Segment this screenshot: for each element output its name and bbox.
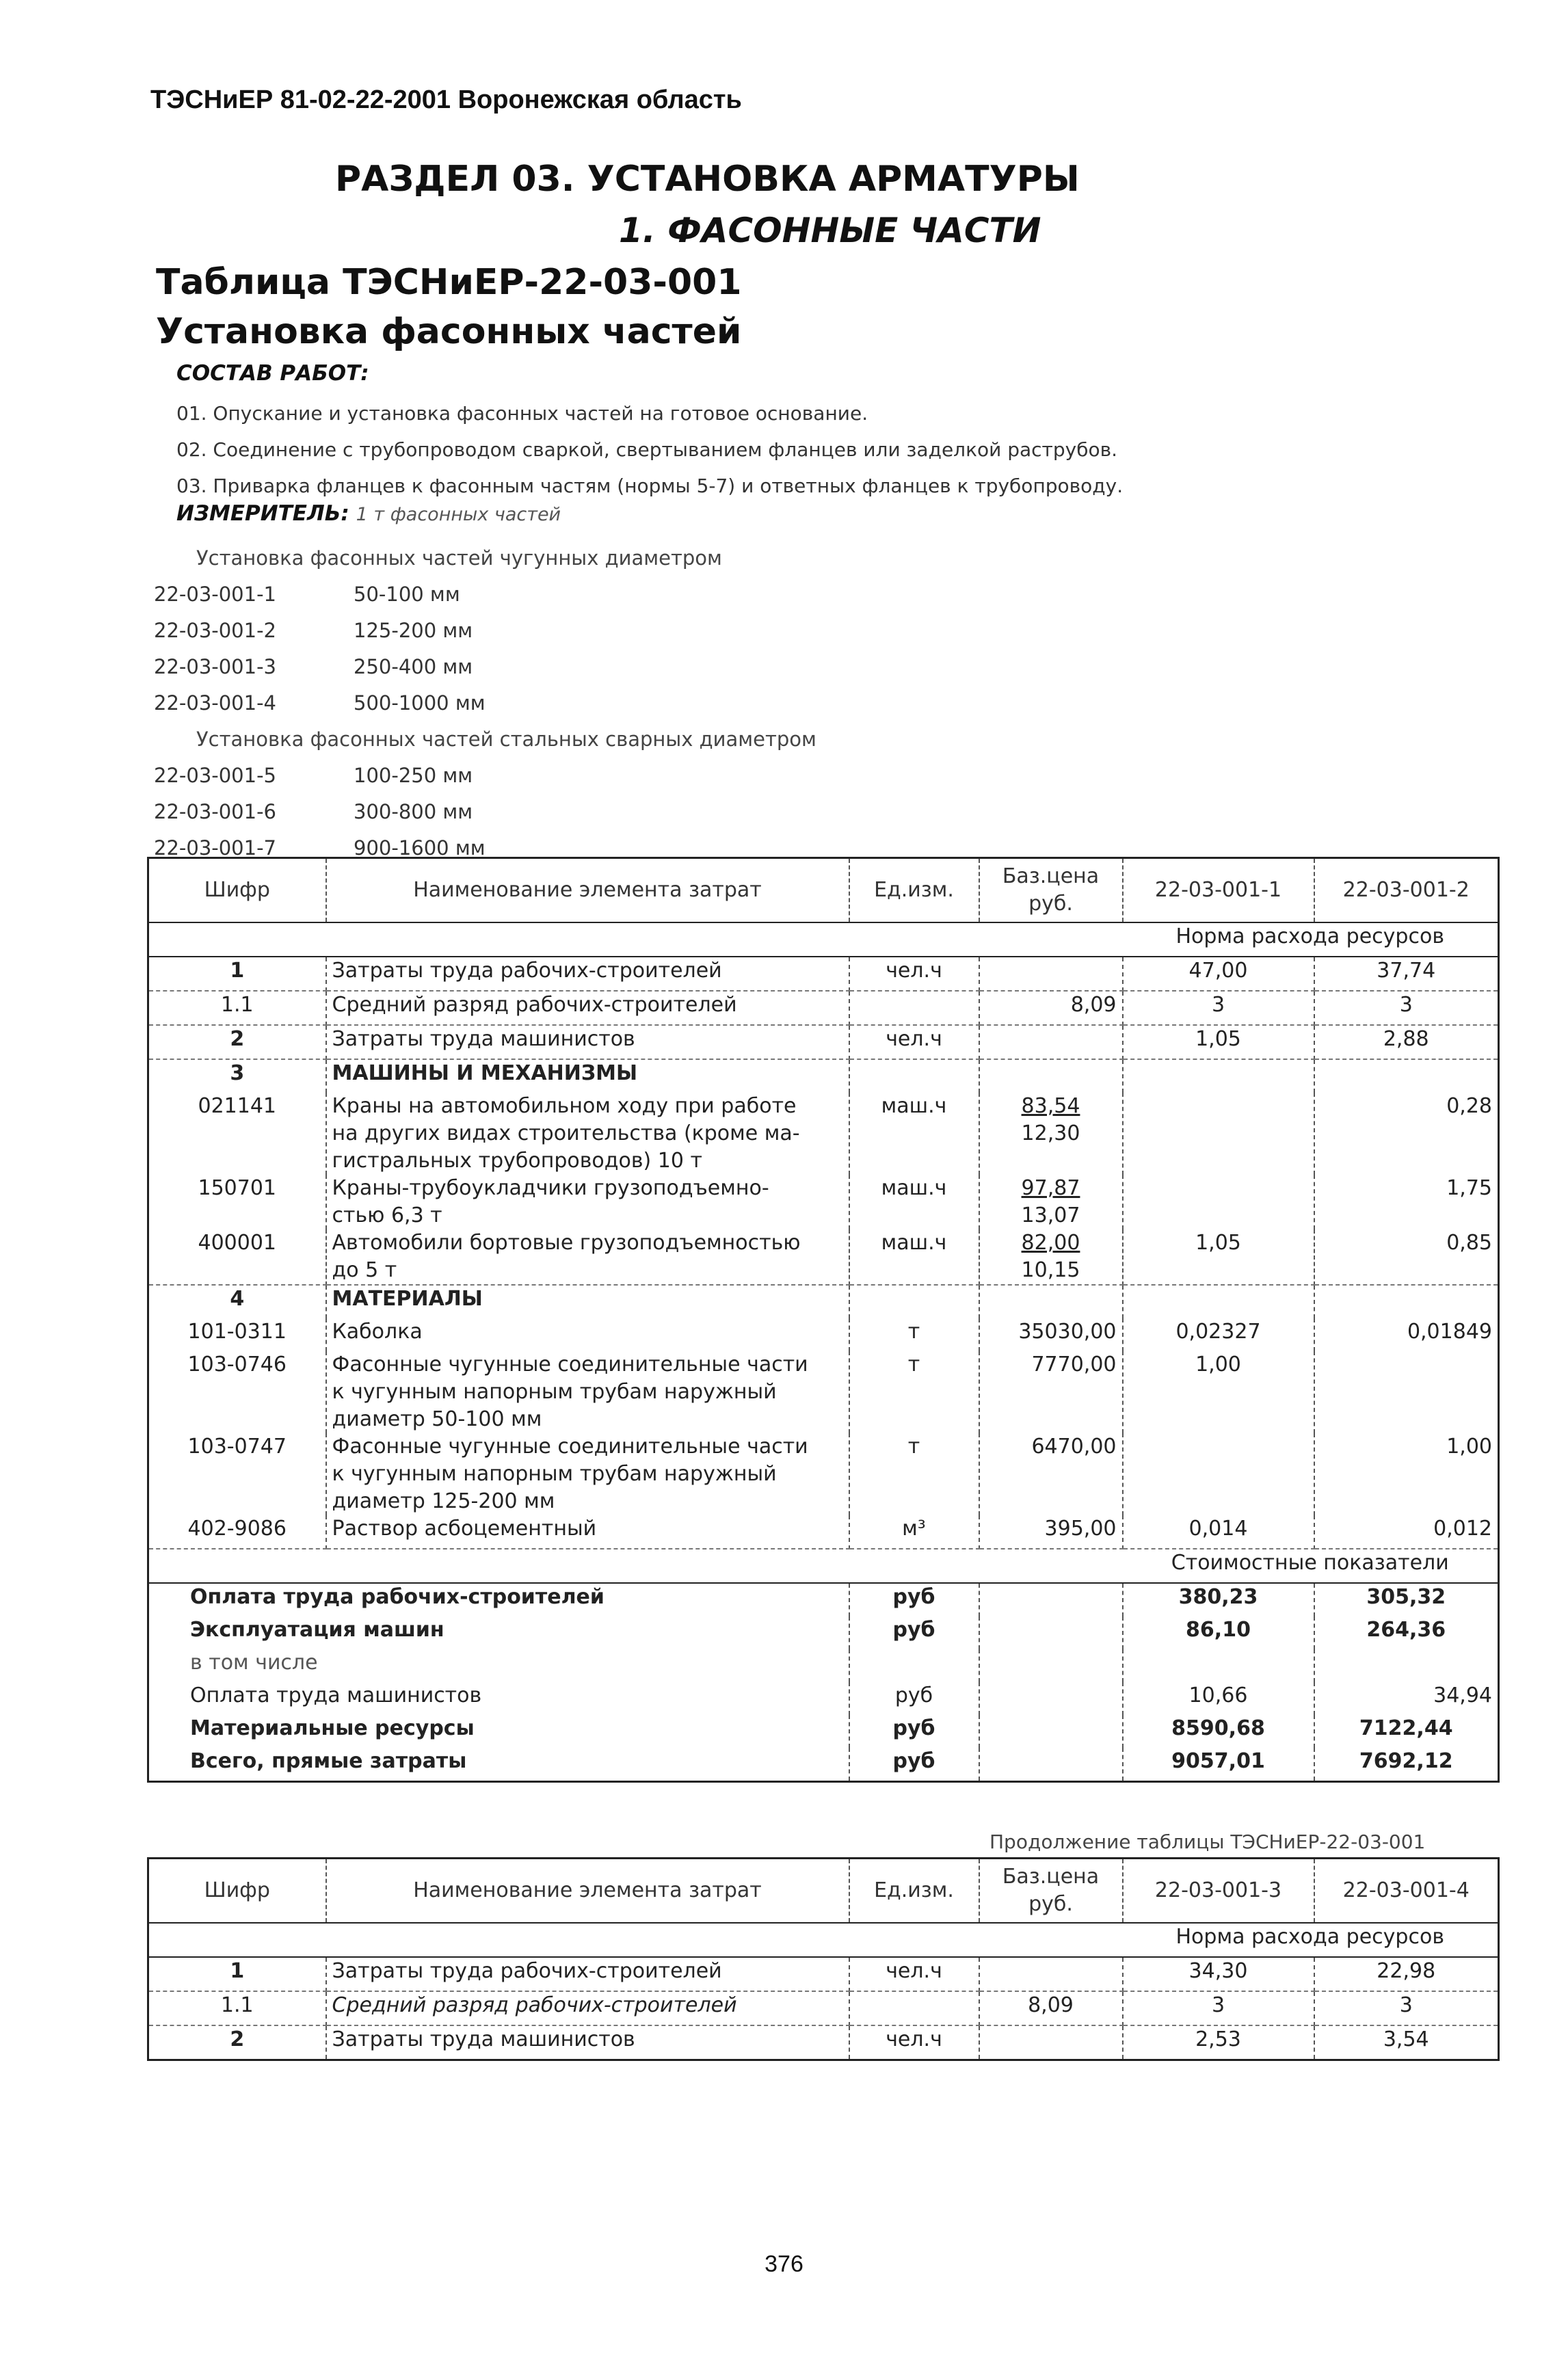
row-name: Затраты труда машинистов: [326, 1025, 849, 1059]
row-price: [979, 1957, 1123, 1991]
row-code: 2: [148, 1025, 326, 1059]
row-name-line: Краны на автомобильном ходу при работе: [332, 1094, 797, 1118]
price-total: 97,87: [1021, 1176, 1080, 1200]
row-code: 1: [148, 1957, 326, 1991]
row-name-line: к чугунным напорным трубам наружный: [332, 1462, 777, 1486]
row-name-line: гистральных трубопроводов) 10 т: [332, 1149, 702, 1173]
section-title: РАЗДЕЛ 03. УСТАНОВКА АРМАТУРЫ: [335, 159, 1080, 200]
header-unit: Ед.изм.: [849, 858, 979, 923]
table-row: [148, 1515, 1499, 1549]
row-code: 1: [148, 957, 326, 991]
work-item: 03. Приварка фланцев к фасонным частям (нормы 5-7) и ответных фланцев к трубопроводу.: [176, 475, 1124, 497]
row-value-1: 0,014: [1123, 1515, 1314, 1549]
row-value-2: 0,012: [1314, 1515, 1499, 1549]
norm-code: 22-03-001-1: [154, 583, 276, 606]
cost-value-1: 380,23: [1123, 1583, 1314, 1616]
row-name-line: диаметр 125-200 мм: [332, 1489, 555, 1513]
row-name-line: до 5 т: [332, 1258, 397, 1282]
cost-value-2: 305,32: [1366, 1585, 1446, 1609]
table-name: Установка фасонных частей: [156, 311, 742, 352]
norm-code-row: [154, 758, 816, 794]
price-wage: 12,30: [1021, 1121, 1080, 1145]
header-price: Баз.цена руб.: [979, 1859, 1123, 1924]
row-unit: маш.ч: [849, 1093, 979, 1175]
row-name: Затраты труда рабочих-строителей: [326, 1957, 849, 1991]
table-row: [148, 1229, 1499, 1285]
row-name-line: на других видах строительства (кроме ма-: [332, 1121, 800, 1145]
norm-code-row: [154, 613, 816, 649]
table-row: [148, 1351, 1499, 1433]
row-name: [326, 1229, 849, 1285]
resource-table-continued: [147, 1857, 1500, 2061]
norm-code: 22-03-001-2: [154, 619, 276, 642]
row-name-line: диаметр 50-100 мм: [332, 1407, 542, 1431]
row-unit: т: [849, 1318, 979, 1351]
price-total: 83,54: [1021, 1094, 1080, 1118]
row-name: [326, 1433, 849, 1515]
row-value-1: 1,00: [1123, 1351, 1314, 1433]
group-title: Установка фасонных частей чугунных диаметром: [196, 546, 722, 570]
cost-value-2: 264,36: [1366, 1618, 1446, 1642]
document-header: ТЭСНиЕР 81-02-22-2001 Воронежская область: [150, 85, 742, 114]
cost-name: Всего, прямые затраты: [148, 1748, 849, 1782]
row-price: 395,00: [979, 1515, 1123, 1549]
row-unit: чел.ч: [849, 1957, 979, 1991]
resource-table: [147, 857, 1500, 1783]
norm-desc: 125-200 мм: [354, 619, 473, 642]
row-value-1: 2,53: [1123, 2025, 1314, 2060]
header-col1: 22-03-001-1: [1123, 858, 1314, 923]
norm-desc: 500-1000 мм: [354, 691, 486, 715]
row-price: 35030,00: [979, 1318, 1123, 1351]
group-title: Установка фасонных частей стальных сварных диаметром: [196, 728, 816, 751]
row-name: [326, 1175, 849, 1229]
table-header-row: [148, 1859, 1499, 1924]
row-value-1: 1,05: [1123, 1229, 1314, 1285]
cost-title: Стоимостные показатели: [1123, 1549, 1499, 1583]
measure-value: 1 т фасонных частей: [356, 504, 561, 525]
row-value-1: [1123, 1175, 1314, 1229]
norm-code: 22-03-001-6: [154, 800, 276, 823]
row-value-1: 3: [1123, 991, 1314, 1025]
norm-code-row: [154, 685, 816, 721]
table-row: [148, 1433, 1499, 1515]
row-name-line: Фасонные чугунные соединительные части: [332, 1435, 808, 1459]
cost-name: Оплата труда машинистов: [148, 1682, 849, 1715]
cost-unit: руб: [849, 1583, 979, 1616]
cost-unit: руб: [849, 1715, 979, 1748]
norm-desc: 300-800 мм: [354, 800, 473, 823]
row-unit: т: [849, 1351, 979, 1433]
cost-name: в том числе: [148, 1649, 849, 1682]
table-row: [148, 1991, 1499, 2025]
cost-value-2: 7122,44: [1359, 1716, 1453, 1740]
row-name-line: Автомобили бортовые грузоподъемностью: [332, 1231, 801, 1255]
row-unit: маш.ч: [849, 1175, 979, 1229]
row-code: 400001: [148, 1229, 326, 1285]
row-code: 103-0747: [148, 1433, 326, 1515]
row-name: Средний разряд рабочих-строителей: [326, 991, 849, 1025]
cost-row: [148, 1748, 1499, 1782]
header-col2: 22-03-001-4: [1314, 1859, 1499, 1924]
row-unit: [849, 1991, 979, 2025]
row-value-2: 37,74: [1314, 957, 1499, 991]
table-row: [148, 1093, 1499, 1175]
table-row: [148, 1957, 1499, 1991]
page-number: 376: [765, 2251, 803, 2277]
norm-desc: 100-250 мм: [354, 764, 473, 787]
table-row: [148, 1059, 1499, 1093]
cost-row: [148, 1649, 1499, 1682]
row-value-2: [1314, 1351, 1499, 1433]
cost-row: [148, 1583, 1499, 1616]
row-price: [979, 2025, 1123, 2060]
cost-name: Эксплуатация машин: [148, 1616, 849, 1649]
norm-desc: 50-100 мм: [354, 583, 460, 606]
work-item: 01. Опускание и установка фасонных частей на готовое основание.: [176, 402, 868, 425]
table-row: [148, 991, 1499, 1025]
row-name: [326, 1093, 849, 1175]
row-name-line: Краны-трубоукладчики грузоподъемно-: [332, 1176, 769, 1200]
continuation-note: Продолжение таблицы ТЭСНиЕР-22-03-001: [989, 1831, 1426, 1853]
norm-code: 22-03-001-3: [154, 655, 276, 678]
norm-code-row: [154, 649, 816, 685]
row-value-2: 1,00: [1446, 1435, 1492, 1459]
norm-desc: 250-400 мм: [354, 655, 473, 678]
row-value-2: 3,54: [1383, 2027, 1429, 2051]
table-row: [148, 1175, 1499, 1229]
row-unit: м³: [849, 1515, 979, 1549]
row-code: 2: [148, 2025, 326, 2060]
row-value-2: 22,98: [1314, 1957, 1499, 1991]
row-value-2: 3: [1314, 1991, 1499, 2025]
norm-code: 22-03-001-5: [154, 764, 276, 787]
row-value-1: 34,30: [1123, 1957, 1314, 1991]
header-unit: Ед.изм.: [849, 1859, 979, 1924]
row-value-1: 0,02327: [1123, 1318, 1314, 1351]
price-wage: 10,15: [1021, 1258, 1080, 1282]
cost-unit: руб: [849, 1748, 979, 1782]
row-value-2: 3: [1314, 991, 1499, 1025]
row-value-1: 1,05: [1123, 1025, 1314, 1059]
cost-title-row: [148, 1549, 1499, 1583]
works-list: [176, 395, 1123, 504]
row-name: Каболка: [326, 1318, 849, 1351]
header-code: Шифр: [148, 1859, 326, 1924]
row-price: [979, 1025, 1123, 1059]
row-price: [979, 1175, 1123, 1229]
row-code: 1.1: [148, 1991, 326, 2025]
measure: [176, 501, 561, 526]
table-row: [148, 957, 1499, 991]
row-value-2: 0,01849: [1407, 1320, 1492, 1344]
row-value-1: 47,00: [1123, 957, 1314, 991]
norm-code-row: [154, 576, 816, 613]
cost-row: [148, 1715, 1499, 1748]
row-price: [979, 1093, 1123, 1175]
row-name: [326, 1351, 849, 1433]
row-name: Средний разряд рабочих-строителей: [326, 1991, 849, 2025]
header-code: Шифр: [148, 858, 326, 923]
row-unit: чел.ч: [849, 2025, 979, 2060]
row-value-1: 3: [1123, 1991, 1314, 2025]
cost-unit: руб: [849, 1682, 979, 1715]
cost-name: Оплата труда рабочих-строителей: [148, 1583, 849, 1616]
row-unit: [849, 991, 979, 1025]
row-price: [979, 957, 1123, 991]
row-unit: маш.ч: [849, 1229, 979, 1285]
row-value-2: 2,88: [1314, 1025, 1499, 1059]
cost-value-2: 7692,12: [1359, 1749, 1453, 1773]
norm-groups: [154, 540, 816, 866]
table-header-row: [148, 858, 1499, 923]
table-row: [148, 1285, 1499, 1318]
row-name-line: Фасонные чугунные соединительные части: [332, 1353, 808, 1376]
row-value-2: 0,28: [1446, 1094, 1492, 1118]
row-price: 8,09: [979, 991, 1123, 1025]
sub-title: 1. ФАСОННЫЕ ЧАСТИ: [619, 211, 1041, 250]
table-code: Таблица ТЭСНиЕР-22-03-001: [156, 262, 742, 303]
table-row: [148, 1318, 1499, 1351]
header-col2: 22-03-001-2: [1314, 858, 1499, 923]
row-code: 3: [148, 1059, 326, 1093]
row-code: 4: [148, 1285, 326, 1318]
cost-row: [148, 1682, 1499, 1715]
row-value-1: [1123, 1433, 1314, 1515]
cost-name: Материальные ресурсы: [148, 1715, 849, 1748]
cost-row: [148, 1616, 1499, 1649]
cost-value-1: 10,66: [1123, 1682, 1314, 1715]
measure-label: ИЗМЕРИТЕЛЬ:: [176, 501, 349, 526]
row-price: 8,09: [979, 1991, 1123, 2025]
row-name-line: стью 6,3 т: [332, 1203, 442, 1227]
row-code: 150701: [148, 1175, 326, 1229]
norm-code: 22-03-001-4: [154, 691, 276, 715]
row-code: 101-0311: [148, 1318, 326, 1351]
price-wage: 13,07: [1021, 1203, 1080, 1227]
row-code: 103-0746: [148, 1351, 326, 1433]
norm-desc: 900-1600 мм: [354, 836, 486, 860]
row-unit: чел.ч: [849, 1025, 979, 1059]
row-unit: чел.ч: [849, 957, 979, 991]
row-name: Затраты труда рабочих-строителей: [326, 957, 849, 991]
cost-value-2: 34,94: [1433, 1684, 1492, 1707]
table-row: [148, 1025, 1499, 1059]
row-value-2: 0,85: [1314, 1229, 1499, 1285]
row-code: 021141: [148, 1093, 326, 1175]
row-name: МАТЕРИАЛЫ: [326, 1285, 849, 1318]
cost-value-1: 9057,01: [1123, 1748, 1314, 1782]
norm-title: Норма расхода ресурсов: [1123, 922, 1499, 957]
row-price: 7770,00: [979, 1351, 1123, 1433]
header-name: Наименование элемента затрат: [326, 1859, 849, 1924]
row-price: [979, 1229, 1123, 1285]
norm-code-row: [154, 794, 816, 830]
row-code: 1.1: [148, 991, 326, 1025]
work-item: 02. Соединение с трубопроводом сваркой, свертыванием фланцев или заделкой раструбов.: [176, 438, 1117, 461]
norm-code: 22-03-001-7: [154, 836, 276, 860]
cost-value-1: 86,10: [1123, 1616, 1314, 1649]
row-unit: т: [849, 1433, 979, 1515]
table-row: [148, 2025, 1499, 2060]
row-name: Затраты труда машинистов: [326, 2025, 849, 2060]
header-name: Наименование элемента затрат: [326, 858, 849, 923]
price-total: 82,00: [1021, 1231, 1080, 1255]
norm-title-row: [148, 922, 1499, 957]
row-price: 6470,00: [979, 1433, 1123, 1515]
norm-title: Норма расхода ресурсов: [1123, 1923, 1499, 1957]
header-price: Баз.цена руб.: [979, 858, 1123, 923]
row-code: 402-9086: [148, 1515, 326, 1549]
row-value-1: [1123, 1093, 1314, 1175]
row-value-2: 1,75: [1446, 1176, 1492, 1200]
works-label: СОСТАВ РАБОТ:: [176, 361, 369, 386]
header-col1: 22-03-001-3: [1123, 1859, 1314, 1924]
norm-title-row: [148, 1923, 1499, 1957]
row-name: МАШИНЫ И МЕХАНИЗМЫ: [326, 1059, 849, 1093]
cost-unit: руб: [849, 1616, 979, 1649]
row-name: Раствор асбоцементный: [326, 1515, 849, 1549]
row-name-line: к чугунным напорным трубам наружный: [332, 1380, 777, 1404]
cost-value-1: 8590,68: [1123, 1715, 1314, 1748]
